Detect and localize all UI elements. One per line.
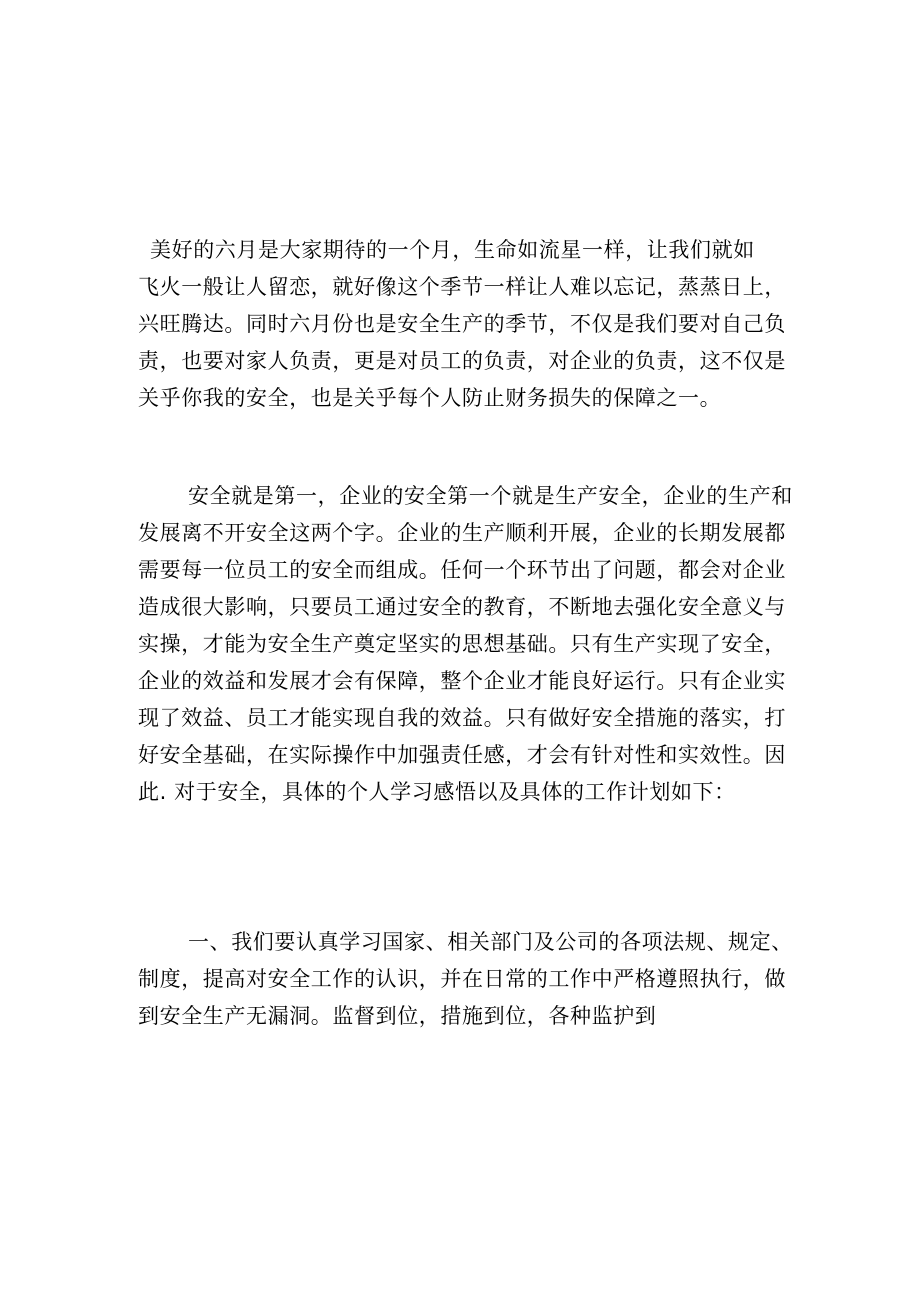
paragraph-line: 兴旺腾达。同时六月份也是安全生产的季节，不仅是我们要对自己负 (138, 312, 786, 336)
paragraph-line: 需要每一位员工的安全而组成。任何一个环节出了问题，都会对企业 (138, 558, 786, 582)
paragraph-line: 现了效益、员工才能实现自我的效益。只有做好安全措施的落实，打 (138, 706, 786, 730)
paragraph-line: 关乎你我的安全，也是关乎每个人防止财务损失的保障之一。 (138, 386, 722, 410)
paragraph-intro (138, 232, 798, 417)
paragraph-line: 好安全基础，在实际操作中加强责任感，才会有针对性和实效性。因 (138, 743, 786, 767)
paragraph-line: 安全就是第一，企业的安全第一个就是生产安全，企业的生产和 (188, 484, 793, 508)
paragraph-line: 发展离不开安全这两个字。企业的生产顺利开展，企业的长期发展都 (138, 521, 786, 545)
paragraph-line: 造成很大影响，只要员工通过安全的教育，不断地去强化安全意义与 (138, 595, 786, 619)
paragraph-line: 一、我们要认真学习国家、相关部门及公司的各项法规、规定、 (188, 930, 793, 954)
paragraph-safety-first (138, 478, 798, 811)
paragraph-line: 制度，提高对安全工作的认识，并在日常的工作中严格遵照执行，做 (138, 967, 786, 991)
paragraph-line: 企业的效益和发展才会有保障，整个企业才能良好运行。只有企业实 (138, 669, 786, 693)
paragraph-line: 责，也要对家人负责，更是对员工的负责，对企业的负责，这不仅是 (138, 349, 786, 373)
paragraph-line: 实操，才能为安全生产奠定坚实的思想基础。只有生产实现了安全， (138, 632, 786, 656)
paragraph-line: 到安全生产无漏洞。监督到位，措施到位，各种监护到 (138, 1004, 657, 1028)
paragraph-line: 美好的六月是大家期待的一个月，生命如流星一样，让我们就如 (150, 238, 755, 262)
paragraph-line: 飞火一般让人留恋，就好像这个季节一样让人难以忘记，蒸蒸日上， (138, 275, 786, 299)
paragraph-item-one (138, 924, 798, 1035)
paragraph-line: 此. 对于安全，具体的个人学习感悟以及具体的工作计划如下： (138, 780, 736, 804)
